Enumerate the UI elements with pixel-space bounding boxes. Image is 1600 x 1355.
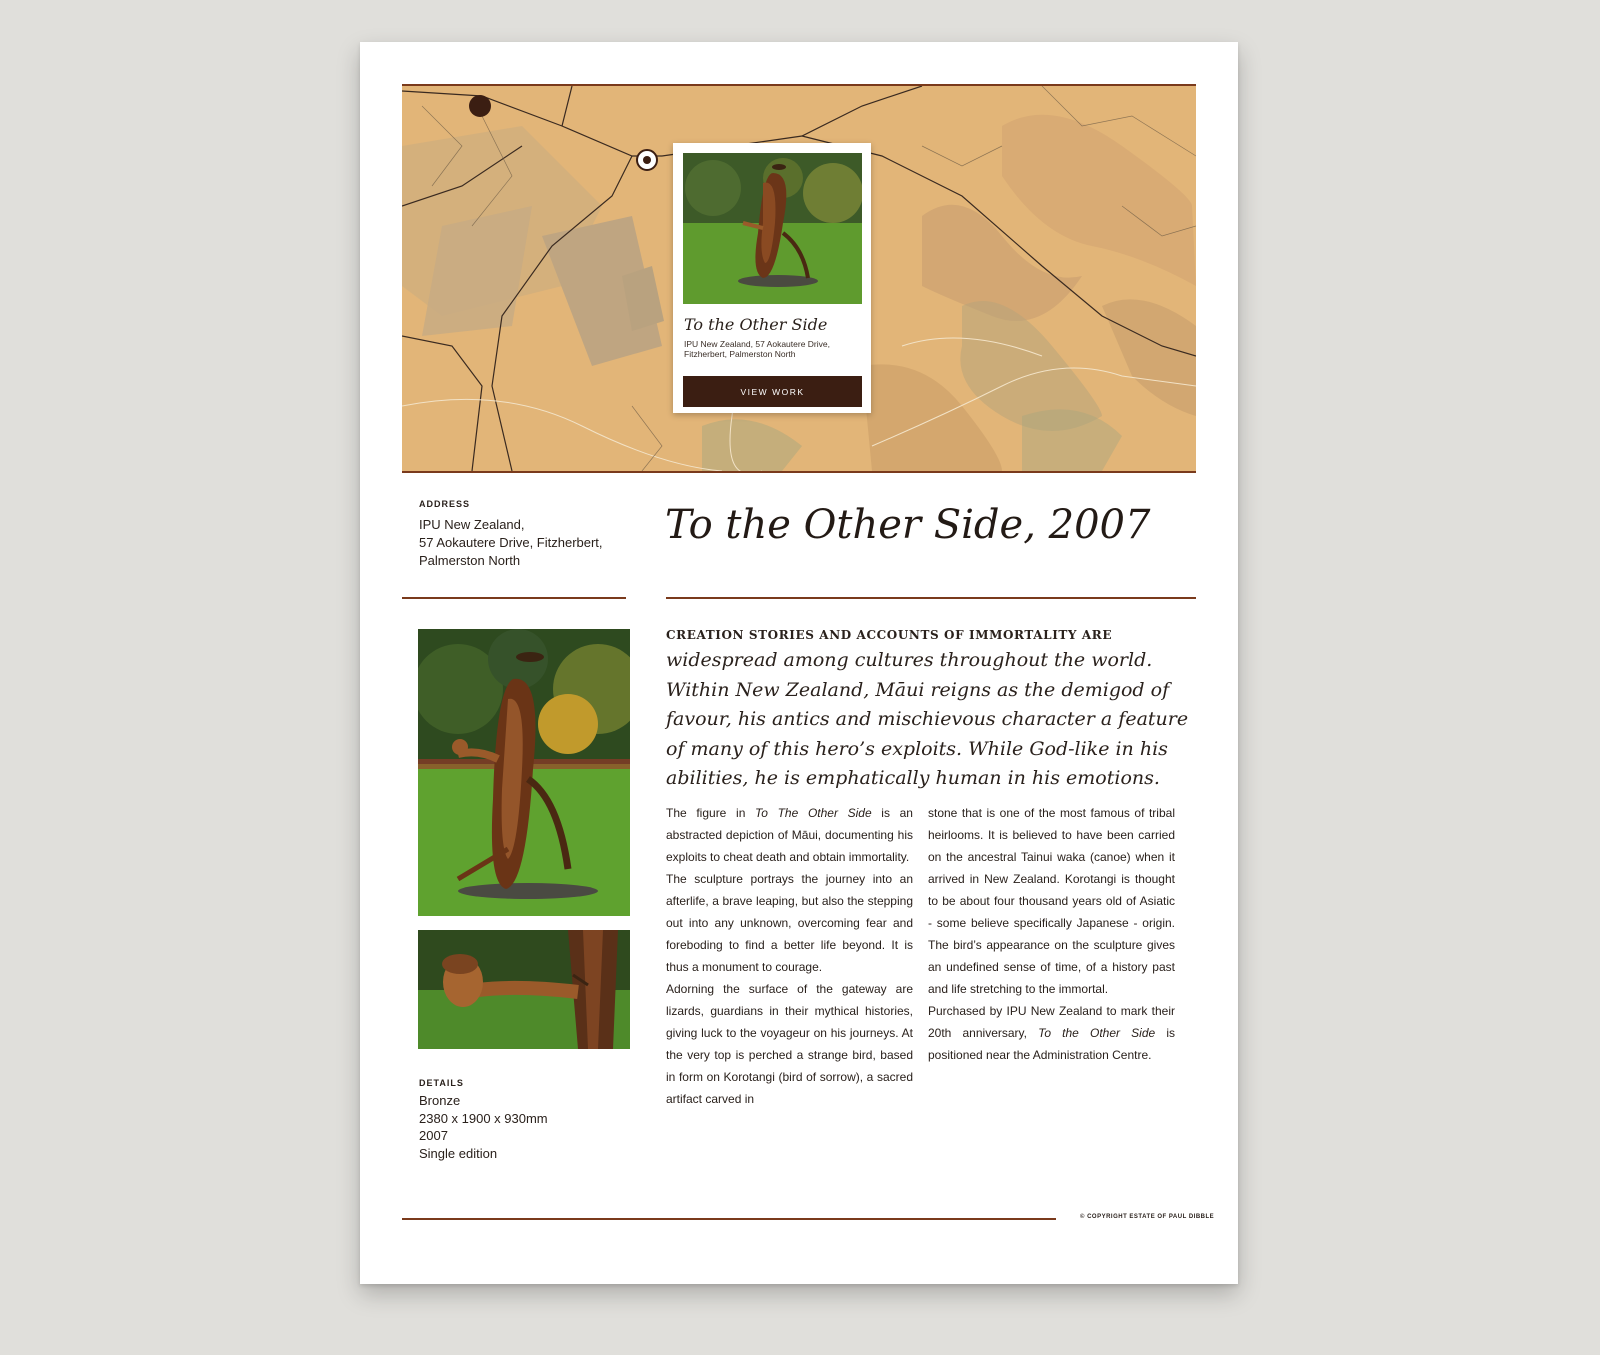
body-paragraph: [666, 802, 913, 868]
body-text: The figure in: [666, 806, 756, 820]
intro-line: of many of this hero’s exploits. While God-like in his: [666, 737, 1168, 760]
location-map[interactable]: [402, 84, 1196, 473]
intro-line: abilities, he is emphatically human in his emotions.: [666, 767, 1160, 789]
body-column-right: [928, 802, 1175, 1066]
divider: [402, 597, 626, 599]
work-title: To The Other Side: [755, 806, 872, 820]
card-address-line: Fitzherbert, Palmerston North: [684, 349, 796, 359]
copyright-notice: © COPYRIGHT ESTATE OF PAUL DIBBLE: [1080, 1214, 1215, 1220]
address-line: IPU New Zealand,: [419, 517, 525, 532]
body-paragraph: Adorning the surface of the gateway are lizards, guardians in their mythical histories, giving luck to the voyageur on his journeys. At the very top is perched a strange bird, based in form on Korotangi (bird of sorrow), a sacred artifact carved in: [666, 982, 913, 1106]
details-line: Bronze: [419, 1093, 461, 1108]
address-block: [419, 516, 639, 570]
work-title: To the Other Side: [1038, 1026, 1156, 1040]
intro-line: Within New Zealand, Māui reigns as the demigod of: [666, 678, 1170, 701]
card-title: To the Other Side: [684, 315, 828, 334]
intro-line: widespread among cultures throughout the world.: [666, 649, 1153, 671]
page-title: To the Other Side, 2007: [665, 502, 1151, 548]
address-line: Palmerston North: [419, 553, 521, 568]
body-paragraph: stone that is one of the most famous of tribal heirlooms. It is believed to have been carried on the ancestral Tainui waka (canoe) when it arrived in New Zealand. Korotangi is thought to be about four thousand years old of Asiatic - some believe specifically Japanese - origin. The bird’s appearance on the sculpture gives an undefined sense of time, of a history past and life stretching to the immortal.: [928, 806, 1175, 996]
body-paragraph: [928, 1000, 1175, 1066]
sculpture-thumbnail: [683, 153, 862, 304]
details-block: [419, 1092, 619, 1162]
body-text: is positioned near the Administration Centre.: [928, 1026, 1175, 1062]
intro-caps: CREATION STORIES AND ACCOUNTS OF IMMORTALITY ARE: [666, 628, 1113, 642]
address-label: ADDRESS: [419, 499, 471, 509]
intro-paragraph: [666, 646, 1189, 794]
body-paragraph: The sculpture portrays the journey into an afterlife, a brave leaping, but also the stepping out into any unknown, overcoming fear and foreboding to find a better life beyond. It is thus a monument to courage.: [666, 872, 913, 974]
location-card: [673, 143, 871, 413]
card-address-line: IPU New Zealand, 57 Aokautere Drive,: [684, 339, 830, 349]
details-label: DETAILS: [419, 1078, 464, 1088]
map-location-pin[interactable]: [643, 156, 651, 164]
details-line: Single edition: [419, 1145, 498, 1161]
card-address: [684, 339, 864, 359]
divider: [666, 597, 1196, 599]
body-column-left: [666, 802, 913, 1110]
view-work-button[interactable]: VIEW WORK: [683, 376, 862, 407]
details-line: 2007: [419, 1128, 448, 1143]
intro-line: favour, his antics and mischievous character a feature: [666, 708, 1189, 730]
sculpture-detail-photo[interactable]: [418, 930, 630, 1049]
address-line: 57 Aokautere Drive, Fitzherbert,: [419, 535, 603, 550]
body-text: is an abstracted depiction of Māui, documenting his exploits to cheat death and obtain immortality.: [666, 806, 913, 864]
sculpture-photo[interactable]: [418, 629, 630, 916]
body-text: Purchased by IPU New Zealand to mark their 20th anniversary,: [928, 1004, 1175, 1040]
details-line: 2380 x 1900 x 930mm: [419, 1110, 548, 1126]
footer-divider: [402, 1218, 1056, 1220]
map-marker-dot[interactable]: [469, 95, 491, 117]
document-page: [360, 42, 1238, 1284]
